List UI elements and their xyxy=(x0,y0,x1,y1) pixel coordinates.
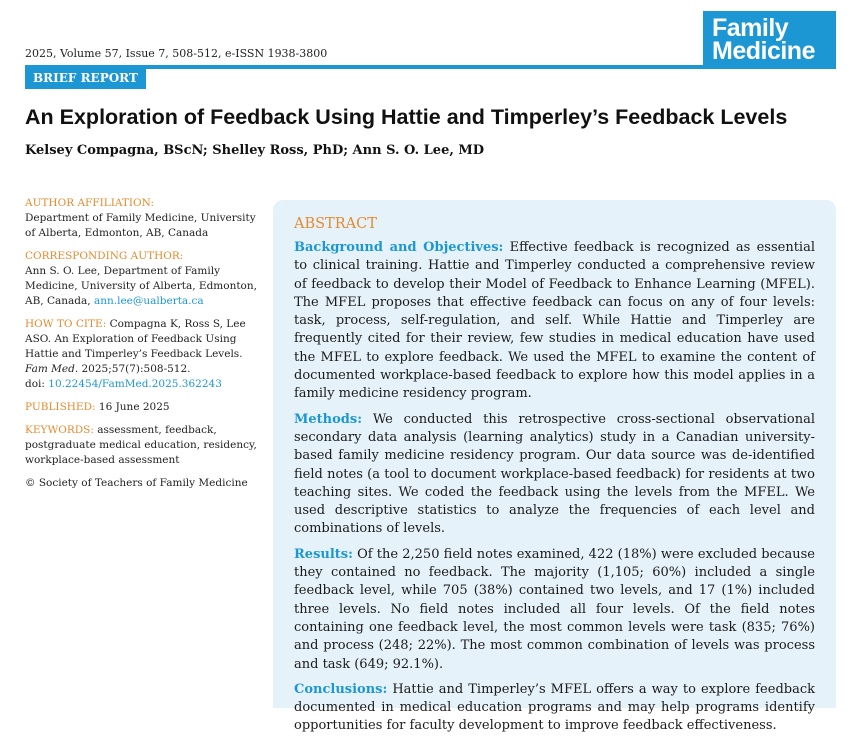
background-text: Effective feedback is recognized as essential to clinical training. Hattie and Timperley conducted a comprehensive review of feedback to develop their Model of Feedback to Enhance Learning (MFEL). The MFEL proposes that effective feedback can focus on any of four levels: task, process, self-regulation, and self. While Hattie and Timperley are frequently cited for their review, few studies in medical education have used the MFEL to explore feedback. We used the MFEL to examine the content of documented workplace-based feedback to explore how this model applies in a family medicine residency program. xyxy=(294,240,815,402)
results-label: Results: xyxy=(294,546,353,562)
abstract-background xyxy=(294,239,815,404)
abstract-results xyxy=(294,546,815,674)
cite-journal: Fam Med. xyxy=(25,363,79,375)
corresponding-label: CORRESPONDING AUTHOR: xyxy=(25,250,184,262)
copyright-notice: © Society of Teachers of Family Medicine xyxy=(25,477,248,489)
affiliation-block xyxy=(25,196,257,241)
methods-text: We conducted this retrospective cross-sectional observational secondary data analysis (learning analytics) study in a Canadian university-based family medicine residency program. Our data source was de-identified field notes (a tool to document workplace-based feedback) for residents at two teaching sites. We coded the feedback using the levels from the MFEL. We used descriptive statistics to analyze the frequencies of each level and combinations of levels. xyxy=(294,411,815,537)
author-list: Kelsey Compagna, BScN; Shelley Ross, PhD; Ann S. O. Lee, MD xyxy=(25,143,485,158)
header-rule xyxy=(25,65,836,69)
cite-ref: 2025;57(7):508-512. xyxy=(81,363,191,375)
logo-line-medicine: Medicine xyxy=(712,37,815,65)
background-label: Background and Objectives: xyxy=(294,240,504,255)
results-text: Of the 2,250 field notes examined, 422 (18%) were excluded because they contained no feedback. The majority (1,105; 60%) included a single feedback level, while 705 (38%) contained two levels, and 17 (1%) included three levels. No field notes included all four levels. Of the field notes containing one feedback level, the most common levels were task (835; 76%) and process (248; 22%). The most common combination of levels was process and task (649; 92.1%). xyxy=(294,546,815,672)
abstract-heading: ABSTRACT xyxy=(294,216,377,232)
article-title: An Exploration of Feedback Using Hattie and Timperley’s Feedback Levels xyxy=(25,105,788,129)
keywords-block xyxy=(25,423,257,468)
conclusions-text: Hattie and Timperley’s MFEL offers a way to explore feedback documented in medical education programs and may help programs identify opportunities for faculty development to improve feedback effectiveness. xyxy=(294,681,815,734)
cite-block xyxy=(25,317,257,392)
article-type-badge: BRIEF REPORT xyxy=(25,67,146,89)
keywords-label: KEYWORDS: xyxy=(25,424,94,436)
doi-link[interactable]: 10.22454/FamMed.2025.362243 xyxy=(48,378,222,390)
methods-label: Methods: xyxy=(294,411,362,427)
affiliation-text: Department of Family Medicine, University of Alberta, Edmonton, AB, Canada xyxy=(25,212,256,239)
corresponding-text: Ann S. O. Lee, Department of Family Medicine, University of Alberta, Edmonton, AB, Canada, xyxy=(25,265,257,307)
cite-label: HOW TO CITE: xyxy=(25,318,107,330)
corresponding-email-link[interactable]: ann.lee@ualberta.ca xyxy=(93,295,204,307)
article-info-sidebar xyxy=(25,196,257,499)
published-block xyxy=(25,400,257,415)
published-date: 16 June 2025 xyxy=(98,401,170,413)
abstract-panel xyxy=(273,200,836,734)
cite-text: Compagna K, Ross S, Lee ASO. An Exploration of Feedback Using Hattie and Timperley’s Feedback Levels. xyxy=(25,318,246,360)
journal-logo xyxy=(703,11,836,69)
published-label: PUBLISHED: xyxy=(25,401,96,413)
logo-line-family: Family xyxy=(712,14,789,42)
doi-label: doi: xyxy=(25,378,45,390)
corresponding-block xyxy=(25,249,257,309)
abstract-conclusions xyxy=(294,681,815,736)
conclusions-label: Conclusions: xyxy=(294,681,388,697)
citation-line: 2025, Volume 57, Issue 7, 508-512, e-ISSN 1938-3800 xyxy=(25,47,328,60)
keywords-text: assessment, feedback, postgraduate medical education, residency, workplace-based assessment xyxy=(25,424,257,466)
abstract-methods xyxy=(294,411,815,539)
affiliation-label: AUTHOR AFFILIATION: xyxy=(25,197,154,209)
